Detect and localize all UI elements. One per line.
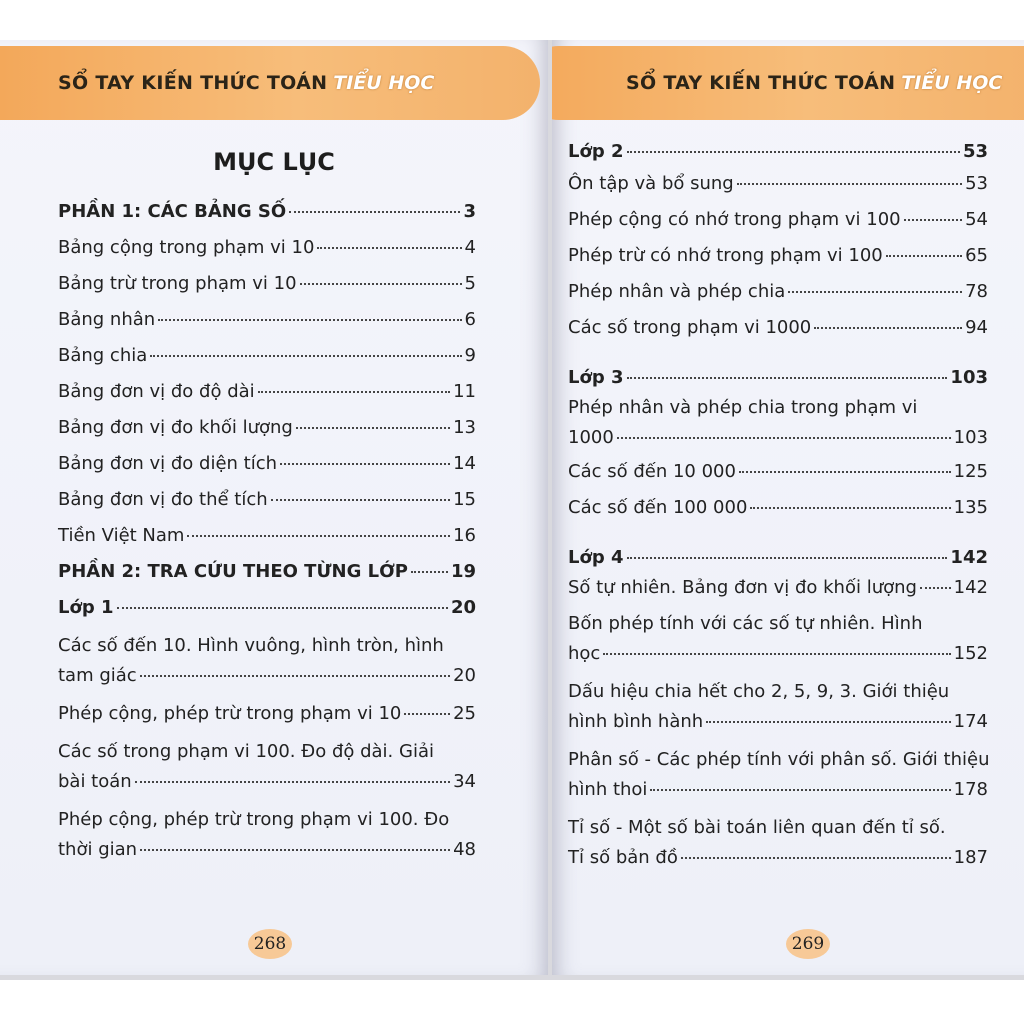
toc-entry bbox=[58, 380, 476, 404]
toc-entry-page: 178 bbox=[953, 779, 988, 800]
toc-entry-page: 4 bbox=[464, 237, 476, 258]
dot-leader bbox=[627, 557, 948, 559]
toc-entry bbox=[568, 366, 988, 390]
toc-entry-text: hình thoi bbox=[568, 779, 648, 800]
toc-entry-page: 53 bbox=[965, 173, 988, 194]
toc-entry-text: Các số đến 10 000 bbox=[568, 461, 736, 482]
toc-entry-text: Các số đến 100 000 bbox=[568, 497, 748, 518]
dot-leader bbox=[681, 857, 951, 859]
toc-entry bbox=[568, 816, 988, 870]
dot-leader bbox=[603, 653, 950, 655]
dot-leader bbox=[135, 781, 450, 783]
toc-entry-page: 78 bbox=[965, 281, 988, 302]
toc-entry bbox=[568, 316, 988, 340]
toc-entry-text: Bảng chia bbox=[58, 345, 148, 366]
dot-leader bbox=[411, 571, 448, 573]
dot-leader bbox=[187, 535, 450, 537]
toc-entry bbox=[568, 546, 988, 570]
toc-entry bbox=[568, 680, 988, 734]
toc-entry bbox=[58, 488, 476, 512]
toc-entry-text: Phép trừ có nhớ trong phạm vi 100 bbox=[568, 245, 883, 266]
header-accent: TIỂU HỌC bbox=[333, 72, 435, 94]
toc-entry-text: bài toán bbox=[58, 771, 132, 792]
toc-entry-text: PHẦN 2: TRA CỨU THEO TỪNG LỚP bbox=[58, 561, 408, 582]
toc-entry-page: 174 bbox=[953, 711, 988, 732]
toc-entry-text: học bbox=[568, 643, 601, 664]
toc-entry-text-line1: Phép nhân và phép chia trong phạm vi bbox=[568, 397, 918, 418]
toc-entry-page: 142 bbox=[953, 577, 988, 598]
dot-leader bbox=[300, 283, 462, 285]
dot-leader bbox=[650, 789, 950, 791]
dot-leader bbox=[920, 587, 951, 589]
toc-entry-text: Số tự nhiên. Bảng đơn vị đo khối lượng bbox=[568, 577, 917, 598]
toc-entry-text: Bảng trừ trong phạm vi 10 bbox=[58, 273, 297, 294]
book-spread bbox=[0, 40, 1024, 980]
dot-leader bbox=[158, 319, 461, 321]
toc-entry-page: 34 bbox=[453, 771, 476, 792]
toc-entry-text: Bảng cộng trong phạm vi 10 bbox=[58, 237, 315, 258]
toc-entry-text: Lớp 3 bbox=[568, 367, 624, 388]
toc-entry-text: thời gian bbox=[58, 839, 138, 860]
toc-entry-page: 25 bbox=[453, 703, 476, 724]
toc-entry bbox=[568, 280, 988, 304]
toc-entry-page: 6 bbox=[464, 309, 476, 330]
dot-leader bbox=[750, 507, 950, 509]
toc-entry bbox=[568, 208, 988, 232]
toc-entry-text: Bảng nhân bbox=[58, 309, 156, 330]
toc-entry bbox=[58, 452, 476, 476]
toc-entry bbox=[568, 172, 988, 196]
toc-entry-text: Bảng đơn vị đo diện tích bbox=[58, 453, 278, 474]
toc-entry-text: Bảng đơn vị đo khối lượng bbox=[58, 417, 293, 438]
toc-entry-page: 53 bbox=[962, 141, 988, 162]
toc-entry-text-line1: Dấu hiệu chia hết cho 2, 5, 9, 3. Giới thiệu bbox=[568, 681, 950, 702]
toc-entry-text: Phép nhân và phép chia bbox=[568, 281, 786, 302]
dot-leader bbox=[140, 675, 450, 677]
toc-entry-text: hình bình hành bbox=[568, 711, 704, 732]
toc-entry-text-line1: Bốn phép tính với các số tự nhiên. Hình bbox=[568, 613, 923, 634]
toc-entry-text: Bảng đơn vị đo độ dài bbox=[58, 381, 255, 402]
toc-entry-text-line1: Tỉ số - Một số bài toán liên quan đến tỉ số. bbox=[568, 817, 946, 838]
toc-entry bbox=[568, 460, 988, 484]
toc-entry-text: PHẦN 1: CÁC BẢNG SỐ bbox=[58, 201, 287, 222]
dot-leader bbox=[737, 183, 962, 185]
toc-entry bbox=[568, 576, 988, 600]
toc-entry bbox=[568, 496, 988, 520]
toc-entries-left bbox=[58, 200, 476, 862]
toc-entry-page: 152 bbox=[953, 643, 988, 664]
toc-entry-page: 9 bbox=[464, 345, 476, 366]
toc-entry-page: 187 bbox=[953, 847, 988, 868]
toc-entries-right bbox=[568, 140, 988, 870]
dot-leader bbox=[739, 471, 951, 473]
toc-entry bbox=[568, 244, 988, 268]
dot-leader bbox=[271, 499, 450, 501]
toc-entry-text: Bảng đơn vị đo thể tích bbox=[58, 489, 268, 510]
toc-entry-page: 11 bbox=[453, 381, 476, 402]
toc-entry-page: 54 bbox=[965, 209, 988, 230]
toc-entry-page: 16 bbox=[453, 525, 476, 546]
toc-entry-text-line1: Các số trong phạm vi 100. Đo độ dài. Giải bbox=[58, 741, 434, 762]
toc-entry bbox=[58, 416, 476, 440]
toc-entry-text: 1000 bbox=[568, 427, 614, 448]
dot-leader bbox=[280, 463, 450, 465]
header-title: SỔ TAY KIẾN THỨC TOÁN bbox=[626, 72, 896, 94]
toc-entry bbox=[568, 612, 988, 666]
toc-entry bbox=[58, 272, 476, 296]
dot-leader bbox=[296, 427, 450, 429]
left-page-header bbox=[0, 46, 540, 120]
toc-entry-page: 48 bbox=[453, 839, 476, 860]
toc-entry bbox=[568, 396, 988, 450]
toc-entry-text: Tỉ số bản đồ bbox=[568, 847, 678, 868]
toc-entry-page: 103 bbox=[950, 367, 988, 388]
toc-entry bbox=[58, 702, 476, 726]
dot-leader bbox=[404, 713, 450, 715]
dot-leader bbox=[814, 327, 962, 329]
dot-leader bbox=[627, 377, 948, 379]
toc-entry bbox=[58, 740, 476, 794]
toc-entry-page: 13 bbox=[453, 417, 476, 438]
toc-entry-page: 3 bbox=[463, 201, 476, 222]
dot-leader bbox=[117, 607, 448, 609]
toc-entry-page: 19 bbox=[450, 561, 476, 582]
toc-entry bbox=[568, 140, 988, 164]
toc-entry-page: 135 bbox=[953, 497, 988, 518]
toc-entry bbox=[58, 596, 476, 620]
dot-leader bbox=[289, 211, 460, 213]
page-number-right: 269 bbox=[786, 929, 830, 959]
toc-entry-page: 5 bbox=[464, 273, 476, 294]
toc-entry bbox=[58, 634, 476, 688]
toc-entry-text: Các số trong phạm vi 1000 bbox=[568, 317, 812, 338]
toc-entry-text: Tiền Việt Nam bbox=[58, 525, 185, 546]
toc-entry-text-line1: Các số đến 10. Hình vuông, hình tròn, hình bbox=[58, 635, 444, 656]
toc-entry-text: Ôn tập và bổ sung bbox=[568, 173, 734, 194]
dot-leader bbox=[140, 849, 450, 851]
dot-leader bbox=[317, 247, 461, 249]
toc-entry-page: 20 bbox=[453, 665, 476, 686]
toc-entry bbox=[58, 236, 476, 260]
toc-entry bbox=[58, 524, 476, 548]
toc-entry bbox=[58, 200, 476, 224]
toc-title: MỤC LỤC bbox=[213, 148, 335, 176]
toc-entry-text: Phép cộng có nhớ trong phạm vi 100 bbox=[568, 209, 901, 230]
toc-entry bbox=[58, 560, 476, 584]
header-title: SỔ TAY KIẾN THỨC TOÁN bbox=[58, 72, 328, 94]
toc-entry-page: 103 bbox=[953, 427, 988, 448]
toc-entry-page: 65 bbox=[965, 245, 988, 266]
toc-entry-page: 15 bbox=[453, 489, 476, 510]
toc-entry-page: 94 bbox=[965, 317, 988, 338]
toc-entry bbox=[568, 748, 988, 802]
toc-entry-page: 14 bbox=[453, 453, 476, 474]
toc-entry-page: 125 bbox=[953, 461, 988, 482]
left-page bbox=[0, 40, 548, 975]
right-page-header bbox=[552, 46, 1024, 120]
dot-leader bbox=[788, 291, 962, 293]
dot-leader bbox=[706, 721, 950, 723]
toc-entry-text-line1: Phép cộng, phép trừ trong phạm vi 100. Đo bbox=[58, 809, 450, 830]
toc-entry bbox=[58, 808, 476, 862]
toc-entry-page: 20 bbox=[450, 597, 476, 618]
toc-entry-text: Lớp 4 bbox=[568, 547, 624, 568]
header-accent: TIỂU HỌC bbox=[901, 72, 1003, 94]
toc-entry-page: 142 bbox=[950, 547, 988, 568]
dot-leader bbox=[886, 255, 962, 257]
toc-entry-text: Phép cộng, phép trừ trong phạm vi 10 bbox=[58, 703, 402, 724]
dot-leader bbox=[904, 219, 962, 221]
page-number-left: 268 bbox=[248, 929, 292, 959]
dot-leader bbox=[150, 355, 461, 357]
toc-entry bbox=[58, 344, 476, 368]
dot-leader bbox=[258, 391, 450, 393]
dot-leader bbox=[617, 437, 951, 439]
toc-entry-text: Lớp 1 bbox=[58, 597, 114, 618]
toc-entry-text-line1: Phân số - Các phép tính với phân số. Giới thiệu bbox=[568, 749, 990, 770]
dot-leader bbox=[627, 151, 960, 153]
toc-entry-text: tam giác bbox=[58, 665, 137, 686]
right-page bbox=[552, 40, 1024, 975]
toc-entry-text: Lớp 2 bbox=[568, 141, 624, 162]
toc-entry bbox=[58, 308, 476, 332]
